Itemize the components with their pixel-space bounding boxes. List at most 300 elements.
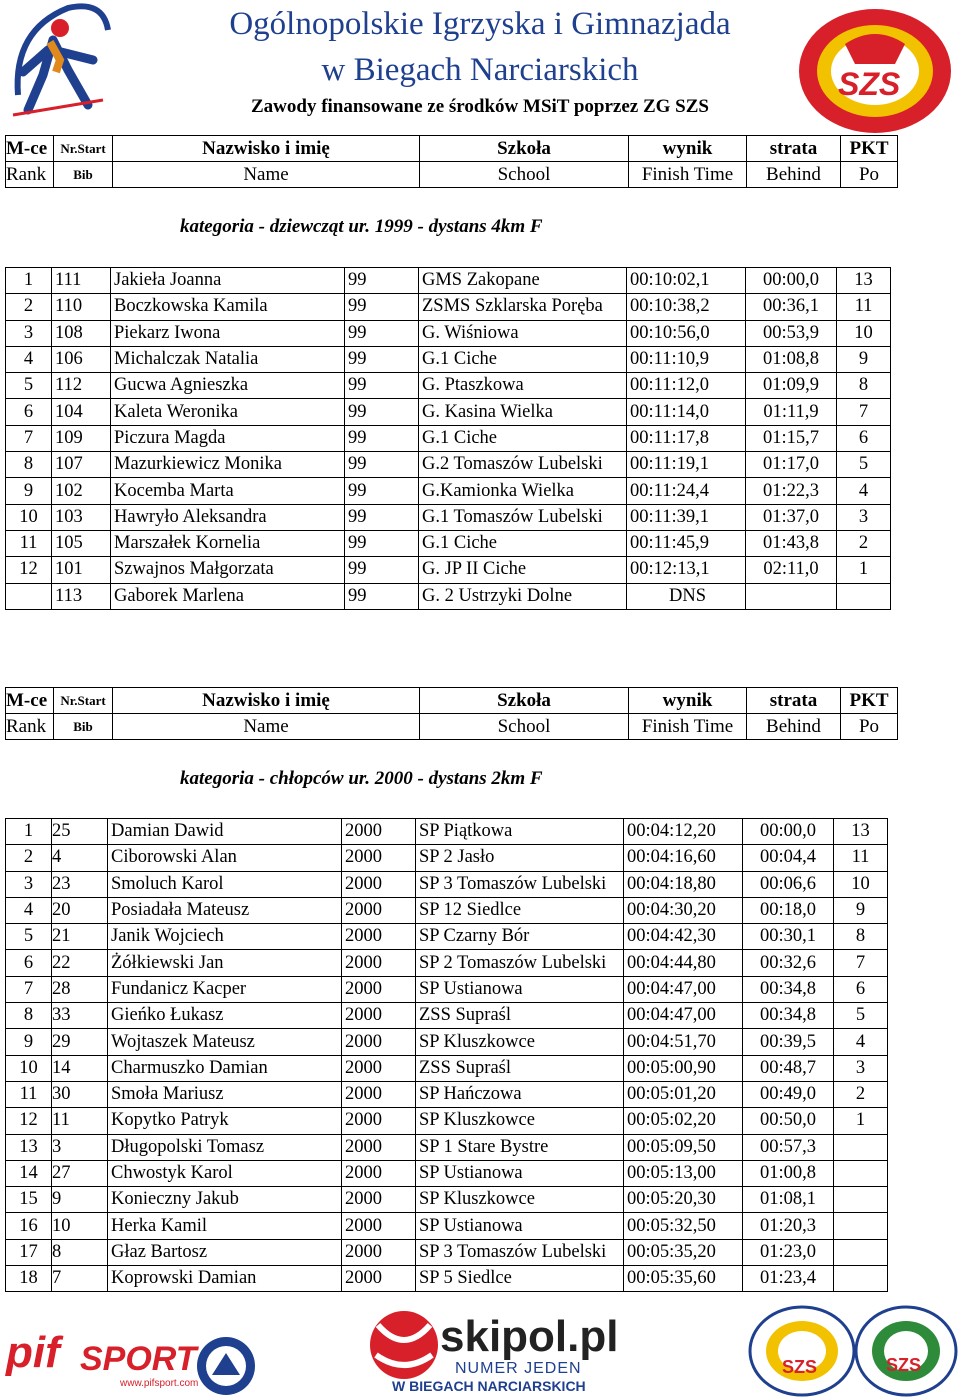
name-cell: Konieczny Jakub [108,1187,342,1213]
year-cell: 2000 [342,1003,416,1029]
time-cell: 00:11:12,0 [627,373,746,399]
school-cell: SP 3 Tomaszów Lubelski [416,1239,624,1265]
behind-cell: 01:00,8 [743,1160,834,1186]
points-cell: 5 [837,452,891,478]
name-cell: Smoluch Karol [108,871,342,897]
behind-cell: 01:23,4 [743,1266,834,1292]
table-row [6,399,891,425]
points-cell: 13 [837,268,891,294]
school-cell: ZSS Supraśl [416,1003,624,1029]
table-row [6,924,888,950]
points-cell: 7 [834,950,888,976]
col-bib-pl: Nr.Start [54,688,113,714]
behind-cell: 01:15,7 [746,425,837,451]
bib-cell: 3 [52,1134,108,1160]
year-cell: 99 [345,557,419,583]
school-cell: SP 3 Tomaszów Lubelski [416,871,624,897]
rank-cell: 12 [6,1108,52,1134]
skipol-tagline-1: NUMER JEDEN [455,1360,582,1377]
points-cell: 11 [834,845,888,871]
rank-cell: 1 [6,819,52,845]
school-cell: G.1 Tomaszów Lubelski [419,504,627,530]
table-row [6,976,888,1002]
col-pts-en: Po [841,162,898,188]
year-cell: 2000 [342,1160,416,1186]
behind-cell: 00:36,1 [746,294,837,320]
rank-cell: 18 [6,1266,52,1292]
skipol-logo: skipol.pl [440,1312,619,1361]
table-row [6,294,891,320]
rank-cell: 7 [6,425,52,451]
name-cell: Gucwa Agnieszka [111,373,345,399]
name-cell: Hawryło Aleksandra [111,504,345,530]
bib-cell: 10 [52,1213,108,1239]
category-heading-1: kategoria - dziewcząt ur. 1999 - dystans 4km F [180,216,543,237]
name-cell: Smoła Mariusz [108,1081,342,1107]
name-cell: Michalczak Natalia [111,346,345,372]
time-cell: 00:04:51,70 [624,1029,743,1055]
table-row [6,373,891,399]
name-cell: Gaborek Marlena [111,583,345,609]
rank-cell: 16 [6,1213,52,1239]
year-cell: 2000 [342,924,416,950]
behind-cell: 01:17,0 [746,452,837,478]
year-cell: 2000 [342,1029,416,1055]
year-cell: 2000 [342,1266,416,1292]
col-rank-en: Rank [6,714,54,740]
col-name-en: Name [113,162,420,188]
time-cell: 00:05:01,20 [624,1081,743,1107]
behind-cell: 00:49,0 [743,1081,834,1107]
rank-cell: 1 [6,268,52,294]
time-cell: 00:04:44,80 [624,950,743,976]
year-cell: 99 [345,478,419,504]
time-cell: 00:05:20,30 [624,1187,743,1213]
school-cell: SP 2 Tomaszów Lubelski [416,950,624,976]
year-cell: 2000 [342,1187,416,1213]
points-cell: 8 [837,373,891,399]
school-cell: SP Kluszkowce [416,1029,624,1055]
points-cell [834,1134,888,1160]
column-header-2 [5,687,898,740]
behind-cell: 01:22,3 [746,478,837,504]
year-cell: 2000 [342,950,416,976]
points-cell [834,1266,888,1292]
name-cell: Kaleta Weronika [111,399,345,425]
name-cell: Fundanicz Kacper [108,976,342,1002]
col-school-en: School [420,714,629,740]
school-cell: ZSMS Szklarska Poręba [419,294,627,320]
name-cell: Żółkiewski Jan [108,950,342,976]
pif-url: www.pifsport.com [120,1378,199,1389]
points-cell: 1 [837,557,891,583]
rank-cell: 5 [6,373,52,399]
rank-cell: 14 [6,1160,52,1186]
name-cell: Piekarz Iwona [111,320,345,346]
year-cell: 2000 [342,845,416,871]
bib-cell: 28 [52,976,108,1002]
school-cell: SP Kluszkowce [416,1187,624,1213]
rank-cell: 5 [6,924,52,950]
table-row [6,1081,888,1107]
rank-cell: 17 [6,1239,52,1265]
points-cell: 6 [834,976,888,1002]
col-time-pl: wynik [629,688,747,714]
points-cell [834,1213,888,1239]
behind-cell: 00:00,0 [743,819,834,845]
behind-cell: 00:04,4 [743,845,834,871]
sport-logo: SPORT [80,1340,197,1378]
col-behind-pl: strata [747,688,841,714]
points-cell [834,1239,888,1265]
bib-cell: 22 [52,950,108,976]
table-row [6,897,888,923]
time-cell: 00:05:09,50 [624,1134,743,1160]
year-cell: 2000 [342,1213,416,1239]
school-cell: G. 2 Ustrzyki Dolne [419,583,627,609]
school-cell: ZSS Supraśl [416,1055,624,1081]
school-cell: G.1 Ciche [419,530,627,556]
bib-cell: 4 [52,845,108,871]
school-cell: SP Ustianowa [416,1160,624,1186]
rank-cell: 3 [6,320,52,346]
table-row [6,530,891,556]
year-cell: 99 [345,504,419,530]
bib-cell: 107 [52,452,111,478]
school-cell: G.Kamionka Wielka [419,478,627,504]
rank-cell: 10 [6,504,52,530]
points-cell: 7 [837,399,891,425]
table-row [6,320,891,346]
bib-cell: 108 [52,320,111,346]
rank-cell: 9 [6,1029,52,1055]
table-row [6,268,891,294]
points-cell: 8 [834,924,888,950]
time-cell: 00:04:12,20 [624,819,743,845]
year-cell: 99 [345,425,419,451]
behind-cell: 02:11,0 [746,557,837,583]
col-pts-pl: PKT [841,136,898,162]
rank-cell: 13 [6,1134,52,1160]
bib-cell: 25 [52,819,108,845]
col-bib-en: Bib [54,162,113,188]
column-header-1 [5,135,898,188]
school-cell: SP Czarny Bór [416,924,624,950]
rank-cell: 3 [6,871,52,897]
szs-logo-text-bottom-2: SZS [886,1355,922,1375]
behind-cell: 00:06,6 [743,871,834,897]
time-cell: 00:12:13,1 [627,557,746,583]
bib-cell: 8 [52,1239,108,1265]
bib-cell: 20 [52,897,108,923]
name-cell: Posiadała Mateusz [108,897,342,923]
bib-cell: 104 [52,399,111,425]
time-cell: 00:05:35,20 [624,1239,743,1265]
time-cell: 00:10:02,1 [627,268,746,294]
points-cell [837,583,891,609]
school-cell: G. JP II Ciche [419,557,627,583]
behind-cell: 01:09,9 [746,373,837,399]
year-cell: 99 [345,452,419,478]
skipol-ball-icon [368,1305,440,1385]
szs-logo-text: SZS [838,66,901,102]
behind-cell: 01:37,0 [746,504,837,530]
bib-cell: 23 [52,871,108,897]
time-cell: 00:11:45,9 [627,530,746,556]
rank-cell: 12 [6,557,52,583]
school-cell: SP Kluszkowce [416,1108,624,1134]
points-cell: 11 [837,294,891,320]
bib-cell: 21 [52,924,108,950]
table-row [6,504,891,530]
time-cell: 00:04:18,80 [624,871,743,897]
behind-cell: 01:23,0 [743,1239,834,1265]
school-cell: G. Kasina Wielka [419,399,627,425]
col-rank-en: Rank [6,162,54,188]
col-rank-pl: M-ce [6,136,54,162]
name-cell: Charmuszko Damian [108,1055,342,1081]
time-cell: DNS [627,583,746,609]
results-table-1 [5,267,891,610]
results-table-2 [5,818,888,1292]
bib-cell: 113 [52,583,111,609]
rank-cell: 4 [6,897,52,923]
behind-cell: 01:08,1 [743,1187,834,1213]
table-row [6,1213,888,1239]
points-cell: 6 [837,425,891,451]
col-time-en: Finish Time [629,714,747,740]
bib-cell: 33 [52,1003,108,1029]
col-time-pl: wynik [629,136,747,162]
year-cell: 2000 [342,1055,416,1081]
col-behind-en: Behind [747,714,841,740]
year-cell: 99 [345,530,419,556]
year-cell: 99 [345,583,419,609]
col-name-pl: Nazwisko i imię [113,136,420,162]
points-cell: 3 [834,1055,888,1081]
behind-cell: 00:50,0 [743,1108,834,1134]
col-behind-en: Behind [747,162,841,188]
szs-logo-text-bottom-1: SZS [782,1357,818,1377]
table-row [6,1160,888,1186]
year-cell: 2000 [342,1239,416,1265]
time-cell: 00:04:42,30 [624,924,743,950]
name-cell: Janik Wojciech [108,924,342,950]
behind-cell [746,583,837,609]
bib-cell: 14 [52,1055,108,1081]
name-cell: Wojtaszek Mateusz [108,1029,342,1055]
table-row [6,425,891,451]
time-cell: 00:05:02,20 [624,1108,743,1134]
rank-cell: 6 [6,399,52,425]
school-cell: SP Ustianowa [416,976,624,1002]
behind-cell: 01:20,3 [743,1213,834,1239]
bib-cell: 106 [52,346,111,372]
name-cell: Jakieła Joanna [111,268,345,294]
behind-cell: 00:53,9 [746,320,837,346]
table-row [6,819,888,845]
col-time-en: Finish Time [629,162,747,188]
year-cell: 99 [345,346,419,372]
rank-cell: 10 [6,1055,52,1081]
school-cell: SP Ustianowa [416,1213,624,1239]
school-cell: SP Hańczowa [416,1081,624,1107]
rank-cell: 6 [6,950,52,976]
page-title-line1: Ogólnopolskie Igrzyska i Gimnazjada [229,6,731,42]
col-school-en: School [420,162,629,188]
name-cell: Damian Dawid [108,819,342,845]
school-cell: SP Piątkowa [416,819,624,845]
skipol-tagline-2: W BIEGACH NARCIARSKICH [392,1378,586,1394]
table-row [6,1187,888,1213]
category-heading-2: kategoria - chłopców ur. 2000 - dystans 2km F [180,768,543,789]
bib-cell: 7 [52,1266,108,1292]
year-cell: 2000 [342,897,416,923]
bib-cell: 103 [52,504,111,530]
points-cell: 1 [834,1108,888,1134]
school-cell: G.2 Tomaszów Lubelski [419,452,627,478]
school-cell: SP 1 Stare Bystre [416,1134,624,1160]
name-cell: Marszałek Kornelia [111,530,345,556]
points-cell: 10 [834,871,888,897]
school-cell: GMS Zakopane [419,268,627,294]
time-cell: 00:05:13,00 [624,1160,743,1186]
behind-cell: 00:30,1 [743,924,834,950]
time-cell: 00:11:14,0 [627,399,746,425]
col-bib-en: Bib [54,714,113,740]
rank-cell: 2 [6,845,52,871]
page-subtitle: Zawody finansowane ze środków MSiT poprzez ZG SZS [250,96,709,117]
school-cell: G. Ptaszkowa [419,373,627,399]
name-cell: Koprowski Damian [108,1266,342,1292]
points-cell: 5 [834,1003,888,1029]
points-cell: 10 [837,320,891,346]
table-row [6,845,888,871]
pif-logo: pif [6,1328,60,1377]
table-row [6,1003,888,1029]
name-cell: Długopolski Tomasz [108,1134,342,1160]
col-name-pl: Nazwisko i imię [113,688,420,714]
rank-cell: 7 [6,976,52,1002]
time-cell: 00:04:47,00 [624,976,743,1002]
year-cell: 2000 [342,819,416,845]
bib-cell: 27 [52,1160,108,1186]
points-cell: 3 [837,504,891,530]
bib-cell: 101 [52,557,111,583]
col-behind-pl: strata [747,136,841,162]
name-cell: Chwostyk Karol [108,1160,342,1186]
school-cell: SP 12 Siedlce [416,897,624,923]
table-row [6,478,891,504]
behind-cell: 00:34,8 [743,1003,834,1029]
table-row [6,1108,888,1134]
bib-cell: 111 [52,268,111,294]
points-cell: 9 [834,897,888,923]
bib-cell: 112 [52,373,111,399]
bib-cell: 11 [52,1108,108,1134]
year-cell: 99 [345,399,419,425]
name-cell: Gieńko Łukasz [108,1003,342,1029]
table-row [6,1055,888,1081]
year-cell: 99 [345,320,419,346]
time-cell: 00:10:56,0 [627,320,746,346]
points-cell: 4 [837,478,891,504]
name-cell: Szwajnos Małgorzata [111,557,345,583]
year-cell: 2000 [342,1108,416,1134]
col-school-pl: Szkoła [420,136,629,162]
behind-cell: 01:43,8 [746,530,837,556]
behind-cell: 00:39,5 [743,1029,834,1055]
rank-cell: 11 [6,1081,52,1107]
col-bib-pl: Nr.Start [54,136,113,162]
col-rank-pl: M-ce [6,688,54,714]
table-row [6,557,891,583]
name-cell: Herka Kamil [108,1213,342,1239]
bib-cell: 110 [52,294,111,320]
table-row [6,871,888,897]
rank-cell: 11 [6,530,52,556]
name-cell: Kocemba Marta [111,478,345,504]
col-pts-en: Po [841,714,898,740]
year-cell: 2000 [342,976,416,1002]
points-cell: 13 [834,819,888,845]
col-pts-pl: PKT [841,688,898,714]
behind-cell: 00:48,7 [743,1055,834,1081]
behind-cell: 00:18,0 [743,897,834,923]
page-title-line2: w Biegach Narciarskich [321,52,639,88]
name-cell: Mazurkiewicz Monika [111,452,345,478]
points-cell: 2 [834,1081,888,1107]
szs-logo-bottom-1 [748,1305,856,1397]
behind-cell: 00:57,3 [743,1134,834,1160]
table-row [6,583,891,609]
bib-cell: 29 [52,1029,108,1055]
bib-cell: 105 [52,530,111,556]
time-cell: 00:05:35,60 [624,1266,743,1292]
table-row [6,1239,888,1265]
school-cell: G.1 Ciche [419,346,627,372]
table-row [6,1134,888,1160]
time-cell: 00:04:16,60 [624,845,743,871]
name-cell: Boczkowska Kamila [111,294,345,320]
time-cell: 00:11:19,1 [627,452,746,478]
time-cell: 00:04:47,00 [624,1003,743,1029]
name-cell: Głaz Bartosz [108,1239,342,1265]
year-cell: 2000 [342,1134,416,1160]
rank-cell: 2 [6,294,52,320]
table-row [6,950,888,976]
year-cell: 99 [345,294,419,320]
points-cell [834,1160,888,1186]
col-name-en: Name [113,714,420,740]
points-cell: 4 [834,1029,888,1055]
behind-cell: 01:08,8 [746,346,837,372]
behind-cell: 00:32,6 [743,950,834,976]
emblem-logo [192,1335,260,1397]
behind-cell: 01:11,9 [746,399,837,425]
table-row [6,1029,888,1055]
bib-cell: 9 [52,1187,108,1213]
rank-cell: 8 [6,452,52,478]
col-school-pl: Szkoła [420,688,629,714]
rank-cell: 9 [6,478,52,504]
szs-logo-bottom-2 [854,1305,958,1397]
year-cell: 2000 [342,1081,416,1107]
table-row [6,1266,888,1292]
school-cell: SP 2 Jasło [416,845,624,871]
behind-cell: 00:00,0 [746,268,837,294]
bib-cell: 30 [52,1081,108,1107]
